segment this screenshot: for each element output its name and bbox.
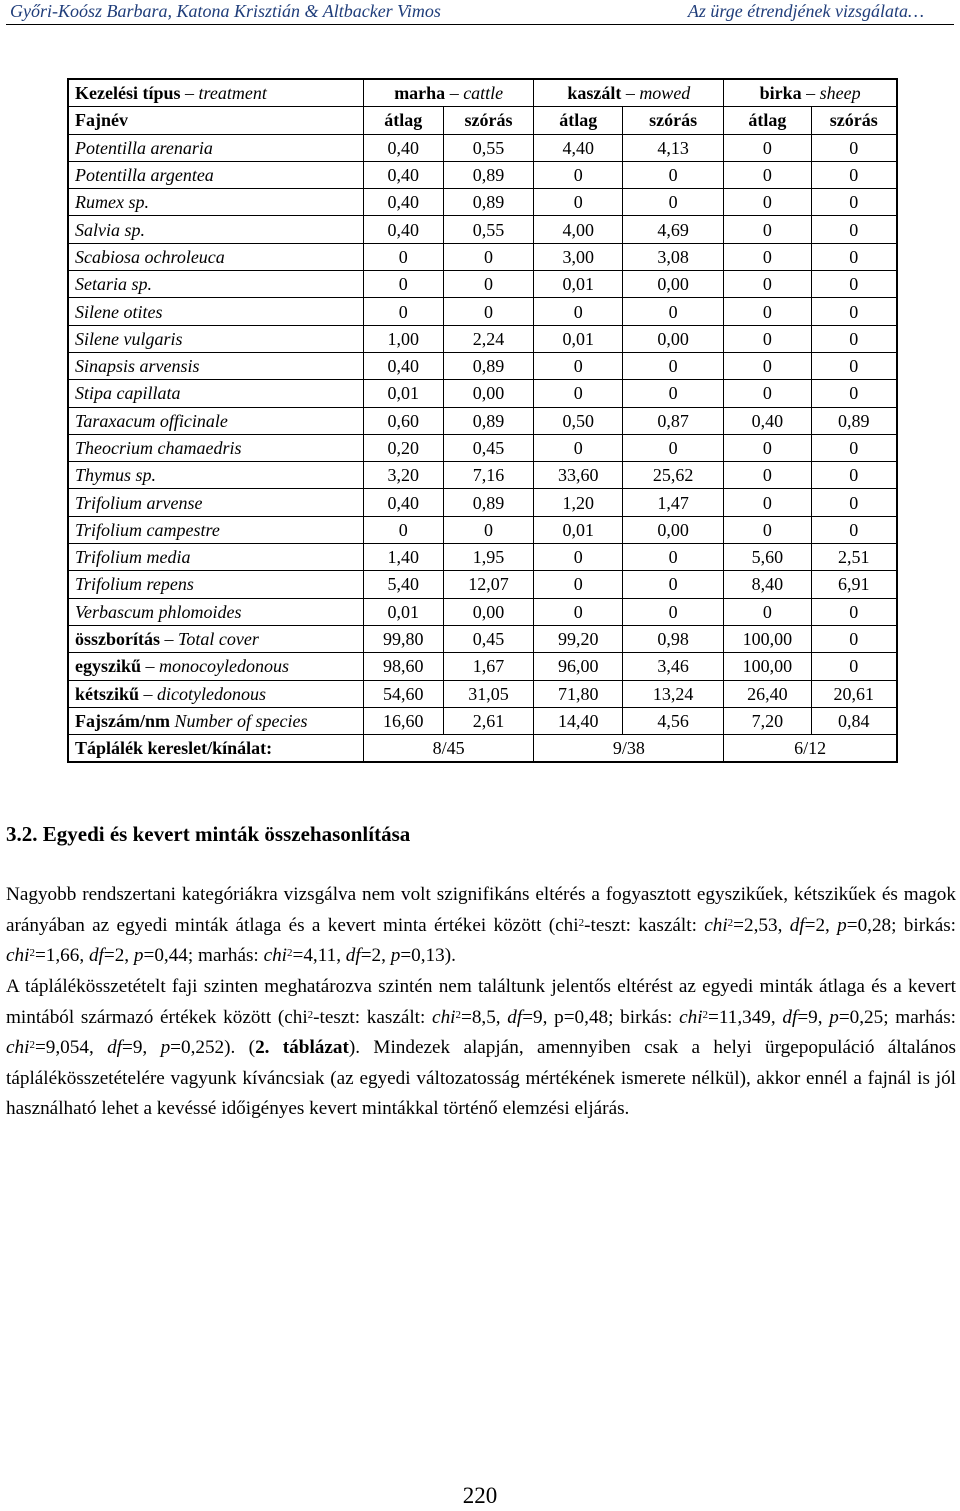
- value-cell: 100,00: [724, 625, 811, 652]
- table-row: [68, 516, 897, 543]
- value-cell: 0: [811, 243, 897, 270]
- value-cell: 14,40: [534, 707, 623, 734]
- table-row: [68, 298, 897, 325]
- table-sub-header-row: [68, 107, 897, 134]
- value-cell: 0: [623, 571, 724, 598]
- value-cell: 0: [534, 189, 623, 216]
- value-cell: 0: [724, 462, 811, 489]
- table-row: [68, 571, 897, 598]
- species-name-cell: Scabiosa ochroleuca: [68, 243, 364, 270]
- summary-row: [68, 707, 897, 734]
- value-cell: 0: [811, 380, 897, 407]
- table-row: [68, 407, 897, 434]
- group-header-cell: marha – cattle: [364, 79, 534, 107]
- species-name-cell: Trifolium media: [68, 544, 364, 571]
- value-cell: 54,60: [364, 680, 444, 707]
- value-cell: 20,61: [811, 680, 897, 707]
- value-cell: 25,62: [623, 462, 724, 489]
- paragraph-1: Nagyobb rendszertani kategóriákra vizsgálva nem volt szignifikáns eltérés a fogyasztott egyszikűek, kétszikűek és magok arányában az egyedi minták átlaga és a kevert minta értékei között (chi$^2$-teszt: kaszált: chi$^2$=2,53, df=2, p=0,28; birkás: chi$^2$=1,66, df=2, p=0,44; marhás: chi$^2$=4,11, df=2, p=0,13).: [6, 884, 957, 967]
- species-name-cell: Rumex sp.: [68, 189, 364, 216]
- value-cell: 3,00: [534, 243, 623, 270]
- species-name-cell: Trifolium campestre: [68, 516, 364, 543]
- value-cell: 0: [534, 161, 623, 188]
- value-cell: 0: [811, 271, 897, 298]
- value-cell: 0: [364, 516, 444, 543]
- value-cell: 26,40: [724, 680, 811, 707]
- stat-header-cell: átlag: [724, 107, 811, 134]
- value-cell: 0,89: [811, 407, 897, 434]
- header-title: Az ürge étrendjének vizsgálata…: [687, 1, 924, 21]
- table-row: [68, 352, 897, 379]
- value-cell: 0,01: [364, 598, 444, 625]
- value-cell: 0: [724, 489, 811, 516]
- value-cell: 0,40: [364, 189, 444, 216]
- value-cell: 0: [724, 380, 811, 407]
- value-cell: 4,13: [623, 134, 724, 161]
- value-cell: 12,07: [443, 571, 534, 598]
- paragraph-2: A táplálékösszetételt faji szinten meghatározva szintén nem találtunk jelentős eltérést az egyedi minták átlaga és a kevert mintából származó értékek között (chi$^2$-teszt: kaszált: chi$^2$=8,5, df=9, p=0,48; birkás: chi$^2$=11,349, df=9, p=0,25; marhás: chi$^2$=9,054, df=9, p=0,252). (2. táblázat). Mindezek alapján, amennyiben csak a helyi ürgepopuláció általános táplálékösszetételére vagyunk kíváncsiak (az egyedi változatosság mértékének ismerete nélkül), akkor ennél a fajnál is jól használható lehet a kevéssé időigényes kevert mintákkal történő elemzési eljárás.: [6, 976, 957, 1120]
- value-cell: 0: [534, 434, 623, 461]
- value-cell: 1,47: [623, 489, 724, 516]
- value-cell: 0: [534, 352, 623, 379]
- value-cell: 0: [623, 380, 724, 407]
- value-cell: 0,40: [364, 352, 444, 379]
- stat-header-cell: átlag: [534, 107, 623, 134]
- value-cell: 0,50: [534, 407, 623, 434]
- table-row: [68, 544, 897, 571]
- value-cell: 0: [534, 544, 623, 571]
- value-cell: 0,89: [443, 161, 534, 188]
- value-cell: 0: [811, 489, 897, 516]
- value-cell: 3,08: [623, 243, 724, 270]
- value-cell: 4,00: [534, 216, 623, 243]
- species-name-cell: Sinapsis arvensis: [68, 352, 364, 379]
- value-cell: 0: [534, 598, 623, 625]
- value-cell: 0: [623, 161, 724, 188]
- stat-header-cell: szórás: [811, 107, 897, 134]
- value-cell: 0: [724, 216, 811, 243]
- value-cell: 0,01: [364, 380, 444, 407]
- value-cell: 0: [724, 352, 811, 379]
- value-cell: 98,60: [364, 653, 444, 680]
- value-cell: 7,16: [443, 462, 534, 489]
- value-cell: 0: [811, 325, 897, 352]
- table-group-header-row: [68, 79, 897, 107]
- table-row: [68, 161, 897, 188]
- table-row: [68, 434, 897, 461]
- value-cell: 1,20: [534, 489, 623, 516]
- table-row: [68, 598, 897, 625]
- stat-header-cell: szórás: [623, 107, 724, 134]
- ratio-value-cell: 9/38: [534, 735, 724, 763]
- summary-row: [68, 625, 897, 652]
- value-cell: 0: [724, 271, 811, 298]
- species-name-cell: Silene otites: [68, 298, 364, 325]
- value-cell: 0: [623, 189, 724, 216]
- value-cell: 0: [623, 298, 724, 325]
- value-cell: 0: [811, 216, 897, 243]
- stat-header-cell: szórás: [443, 107, 534, 134]
- ratio-value-cell: 6/12: [724, 735, 897, 763]
- species-name-cell: Trifolium arvense: [68, 489, 364, 516]
- species-name-cell: Potentilla argentea: [68, 161, 364, 188]
- value-cell: 33,60: [534, 462, 623, 489]
- value-cell: 1,00: [364, 325, 444, 352]
- value-cell: 0: [724, 161, 811, 188]
- value-cell: 0: [534, 380, 623, 407]
- summary-label-cell: Fajszám/nm Number of species: [68, 707, 364, 734]
- value-cell: 1,95: [443, 544, 534, 571]
- value-cell: 0,89: [443, 489, 534, 516]
- value-cell: 71,80: [534, 680, 623, 707]
- group-header-cell: birka – sheep: [724, 79, 897, 107]
- value-cell: 1,40: [364, 544, 444, 571]
- value-cell: 0,89: [443, 407, 534, 434]
- species-name-cell: Potentilla arenaria: [68, 134, 364, 161]
- value-cell: 0: [443, 298, 534, 325]
- value-cell: 0: [724, 598, 811, 625]
- value-cell: 0: [623, 598, 724, 625]
- value-cell: 0: [724, 189, 811, 216]
- value-cell: 0: [534, 298, 623, 325]
- value-cell: 96,00: [534, 653, 623, 680]
- value-cell: 0: [534, 571, 623, 598]
- value-cell: 0,60: [364, 407, 444, 434]
- value-cell: 0,45: [443, 625, 534, 652]
- value-cell: 0: [364, 298, 444, 325]
- value-cell: 1,67: [443, 653, 534, 680]
- species-name-cell: Taraxacum officinale: [68, 407, 364, 434]
- page-number: 220: [462, 1483, 498, 1508]
- summary-label-cell: egyszikű – monocoyledonous: [68, 653, 364, 680]
- value-cell: 0: [724, 325, 811, 352]
- value-cell: 0: [811, 161, 897, 188]
- summary-label-cell: kétszikű – dicotyledonous: [68, 680, 364, 707]
- ratio-value-cell: 8/45: [364, 735, 534, 763]
- value-cell: 0,40: [364, 489, 444, 516]
- value-cell: 0,00: [623, 271, 724, 298]
- value-cell: 0: [811, 653, 897, 680]
- table-reference: 2. táblázat: [255, 1037, 349, 1059]
- running-header: [6, 0, 954, 25]
- summary-label-cell: összborítás – Total cover: [68, 625, 364, 652]
- value-cell: 8,40: [724, 571, 811, 598]
- value-cell: 0,00: [443, 380, 534, 407]
- summary-row: [68, 680, 897, 707]
- value-cell: 99,80: [364, 625, 444, 652]
- value-cell: 0: [811, 298, 897, 325]
- value-cell: 0: [623, 352, 724, 379]
- value-cell: 0,01: [534, 325, 623, 352]
- table-row: [68, 380, 897, 407]
- value-cell: 31,05: [443, 680, 534, 707]
- value-cell: 0: [811, 516, 897, 543]
- value-cell: 0,00: [443, 598, 534, 625]
- value-cell: 0,98: [623, 625, 724, 652]
- value-cell: 7,20: [724, 707, 811, 734]
- value-cell: 99,20: [534, 625, 623, 652]
- value-cell: 0,00: [623, 325, 724, 352]
- ratio-row: [68, 735, 897, 763]
- ratio-label-cell: Táplálék kereslet/kínálat:: [68, 735, 364, 763]
- value-cell: 0,40: [364, 161, 444, 188]
- value-cell: 16,60: [364, 707, 444, 734]
- value-cell: 5,40: [364, 571, 444, 598]
- table-row: [68, 489, 897, 516]
- species-name-cell: Silene vulgaris: [68, 325, 364, 352]
- value-cell: 4,56: [623, 707, 724, 734]
- stat-header-cell: átlag: [364, 107, 444, 134]
- group-header-cell: kaszált – mowed: [534, 79, 724, 107]
- value-cell: 0: [364, 271, 444, 298]
- section-heading: 3.2. Egyedi és kevert minták összehasonlítása: [6, 822, 411, 846]
- value-cell: 0,40: [724, 407, 811, 434]
- value-cell: 0,55: [443, 134, 534, 161]
- species-name-cell: Trifolium repens: [68, 571, 364, 598]
- value-cell: 4,40: [534, 134, 623, 161]
- table-row: [68, 462, 897, 489]
- value-cell: 3,20: [364, 462, 444, 489]
- value-cell: 0: [724, 434, 811, 461]
- species-name-cell: Salvia sp.: [68, 216, 364, 243]
- value-cell: 2,61: [443, 707, 534, 734]
- value-cell: 0: [811, 462, 897, 489]
- value-cell: 100,00: [724, 653, 811, 680]
- value-cell: 0: [724, 298, 811, 325]
- value-cell: 0: [623, 544, 724, 571]
- value-cell: 0,01: [534, 271, 623, 298]
- value-cell: 0,40: [364, 134, 444, 161]
- value-cell: 0,84: [811, 707, 897, 734]
- table-row: [68, 325, 897, 352]
- species-name-cell: Verbascum phlomoides: [68, 598, 364, 625]
- value-cell: 3,46: [623, 653, 724, 680]
- value-cell: 0,01: [534, 516, 623, 543]
- value-cell: 0: [443, 516, 534, 543]
- value-cell: 0,87: [623, 407, 724, 434]
- treatment-header-cell: Kezelési típus – treatment: [68, 79, 364, 107]
- value-cell: 0: [623, 434, 724, 461]
- value-cell: 0: [724, 243, 811, 270]
- value-cell: 0: [811, 352, 897, 379]
- header-authors: Győri-Koósz Barbara, Katona Krisztián & Altbacker Vimos: [10, 1, 441, 21]
- diet-composition-table: [67, 78, 898, 763]
- table-row: [68, 271, 897, 298]
- value-cell: 0: [811, 189, 897, 216]
- value-cell: 0,55: [443, 216, 534, 243]
- table-row: [68, 216, 897, 243]
- summary-row: [68, 653, 897, 680]
- value-cell: 0,00: [623, 516, 724, 543]
- value-cell: 0,20: [364, 434, 444, 461]
- table-row: [68, 243, 897, 270]
- species-name-cell: Thymus sp.: [68, 462, 364, 489]
- value-cell: 0,45: [443, 434, 534, 461]
- table-row: [68, 189, 897, 216]
- species-name-cell: Setaria sp.: [68, 271, 364, 298]
- value-cell: 6,91: [811, 571, 897, 598]
- value-cell: 5,60: [724, 544, 811, 571]
- value-cell: 0: [724, 516, 811, 543]
- value-cell: 2,24: [443, 325, 534, 352]
- species-name-cell: Stipa capillata: [68, 380, 364, 407]
- value-cell: 0,40: [364, 216, 444, 243]
- value-cell: 0: [811, 598, 897, 625]
- value-cell: 0: [811, 625, 897, 652]
- value-cell: 0,89: [443, 189, 534, 216]
- value-cell: 0: [811, 134, 897, 161]
- table-row: [68, 134, 897, 161]
- value-cell: 2,51: [811, 544, 897, 571]
- species-name-cell: Theocrium chamaedris: [68, 434, 364, 461]
- value-cell: 0: [443, 243, 534, 270]
- value-cell: 4,69: [623, 216, 724, 243]
- value-cell: 0: [443, 271, 534, 298]
- value-cell: 13,24: [623, 680, 724, 707]
- species-name-header: Fajnév: [68, 107, 364, 134]
- value-cell: 0,89: [443, 352, 534, 379]
- value-cell: 0: [364, 243, 444, 270]
- value-cell: 0: [811, 434, 897, 461]
- value-cell: 0: [724, 134, 811, 161]
